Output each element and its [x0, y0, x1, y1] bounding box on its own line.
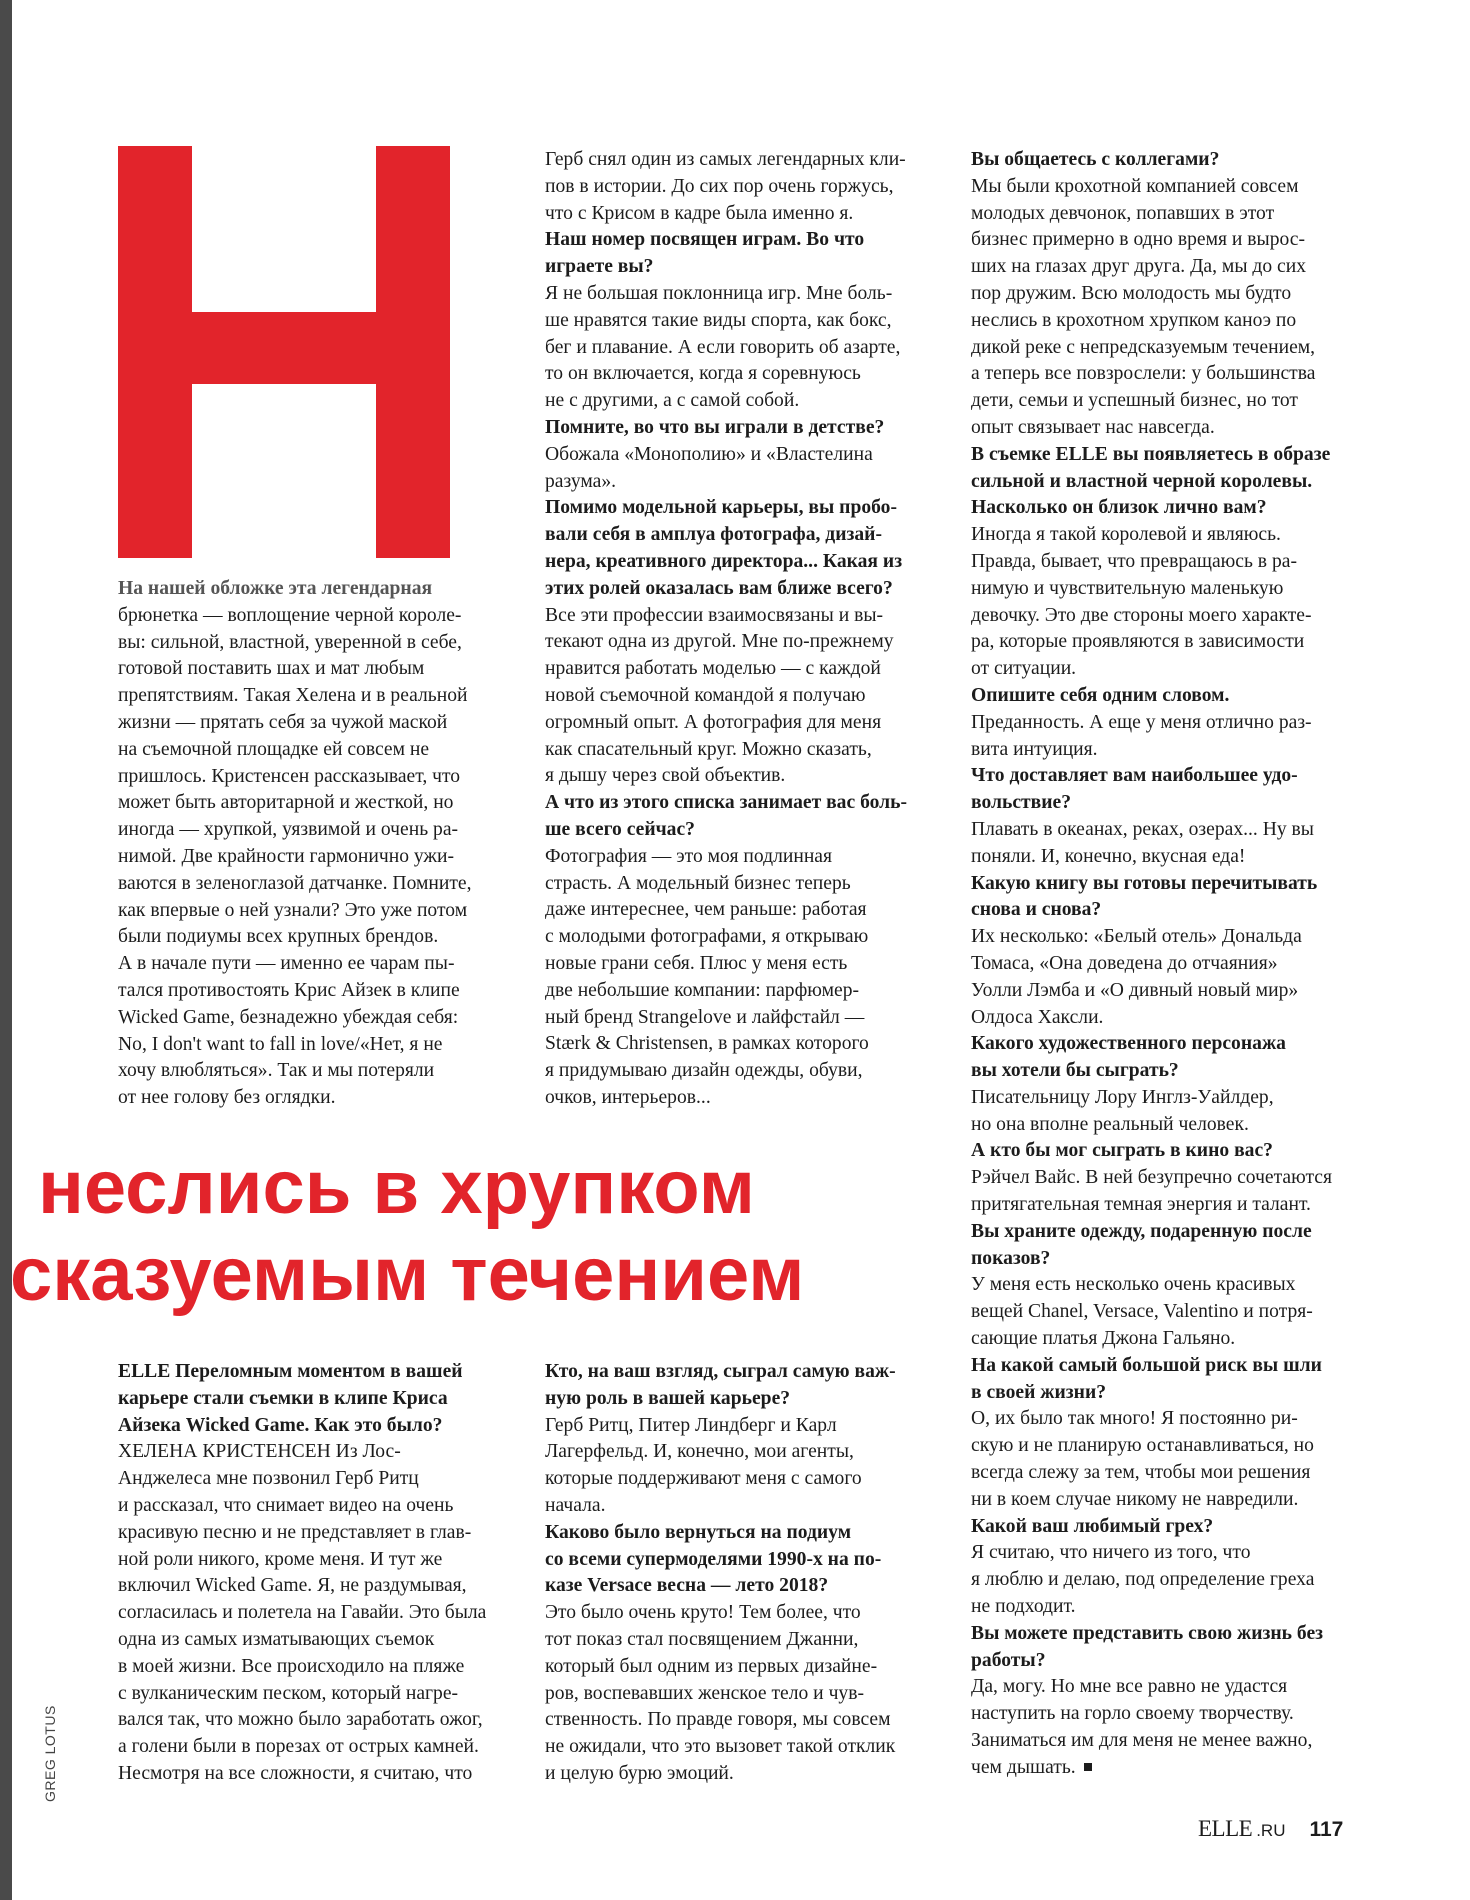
text-line: текают одна из другой. Мне по-прежнему [545, 631, 894, 653]
question-line: ше всего сейчас? [545, 818, 695, 840]
text-line: девочку. Это две стороны моего характе- [971, 604, 1312, 626]
question-line: Наш номер посвящен играм. Во что [545, 229, 865, 251]
question-line: Какую книгу вы готовы перечитывать [971, 872, 1318, 894]
text-line: неслись в крохотном хрупком каноэ по [971, 309, 1297, 331]
text-line: вита интуиция. [971, 738, 1098, 760]
text-line: бег и плавание. А если говорить об азарте, [545, 336, 901, 358]
question-line: Помните, во что вы играли в детстве? [545, 416, 885, 438]
question-line: Что доставляет вам наибольшее удо- [971, 765, 1298, 787]
question-line: ELLE Переломным моментом в вашей [118, 1361, 463, 1382]
question-line: работы? [971, 1649, 1046, 1671]
text-line: вался так, что можно было заработать ожог, [118, 1709, 483, 1731]
text-line: вещей Chanel, Versace, Valentino и потря- [971, 1301, 1313, 1323]
text-line: Да, могу. Но мне все равно не удастся [971, 1676, 1288, 1698]
elle-logo: ELLE [1198, 1816, 1253, 1841]
question-line: Какого художественного персонажа [971, 1033, 1286, 1055]
text-line: то он включается, когда я соревнуюсь [545, 363, 861, 385]
question-line: А что из этого списка занимает вас боль- [545, 792, 908, 814]
text-line: ХЕЛЕНА КРИСТЕНСЕН Из Лос- [118, 1441, 401, 1463]
text-line: Уолли Лэмба и «О дивный новый мир» [971, 979, 1299, 1001]
text-line: огромный опыт. А фотография для меня [545, 711, 882, 733]
text-line: разума». [545, 470, 617, 492]
question-line: Вы общаетесь с коллегами? [971, 149, 1220, 170]
text-line: которые поддерживают меня с самого [545, 1468, 862, 1490]
text-line: одна из самых изматывающих съемок [118, 1628, 435, 1650]
text-line: Мы были крохотной компанией совсем [971, 175, 1299, 197]
text-line: ра, которые проявляются в зависимости [971, 631, 1305, 653]
text-line: притягательная темная энергия и талант. [971, 1194, 1311, 1216]
text-line: Заниматься им для меня не менее важно, [971, 1730, 1313, 1752]
question-line: вали себя в амплуа фотографа, дизай- [545, 524, 882, 546]
text-line: опыт связывает нас навсегда. [971, 416, 1215, 438]
text-line: сающие платья Джона Гальяно. [971, 1328, 1236, 1350]
question-line: казе Versace весна — лето 2018? [545, 1575, 829, 1597]
text-line: красивую песню и не представляет в глав- [118, 1521, 472, 1543]
text-line: Несмотря на все сложности, я считаю, что [118, 1762, 473, 1784]
lead-line: На нашей обложке эта легендарная [118, 578, 433, 599]
text-line: от ситуации. [971, 658, 1077, 680]
text-line: а теперь все повзрослели: у большинства [971, 363, 1316, 385]
text-line: согласилась и полетела на Гавайи. Это была [118, 1602, 487, 1624]
text-line: не подходит. [971, 1596, 1076, 1618]
text-line: наступить на горло своему творчеству. [971, 1703, 1294, 1725]
question-line: Вы можете представить свою жизнь без [971, 1622, 1324, 1644]
text-line: Анджелеса мне позвонил Герб Ритц [118, 1468, 419, 1490]
text-line: скую и не планирую останавливаться, но [971, 1435, 1314, 1457]
text-line: готовой поставить шах и мат любым [118, 658, 425, 680]
text-line: жизни — прятать себя за чужой маской [118, 711, 448, 733]
question-line: Опишите себя одним словом. [971, 684, 1230, 706]
text-line: ни в коем случае никому не навредили. [971, 1488, 1299, 1510]
end-mark-icon [1084, 1763, 1092, 1771]
text-line: Герб Ритц, Питер Линдберг и Карл [545, 1414, 837, 1436]
text-line: новой съемочной командой я получаю [545, 684, 866, 706]
text-line: но она вполне реальный человек. [971, 1113, 1249, 1135]
question-line: Вы храните одежду, подаренную после [971, 1220, 1312, 1242]
text-line: пов в истории. До сих пор очень горжусь, [545, 175, 894, 197]
page-edge-shadow [0, 0, 12, 1900]
text-line: ров, воспевавших женское тело и чув- [545, 1682, 864, 1704]
text-line: Я считаю, что ничего из того, что [971, 1542, 1251, 1564]
text-line: ше нравятся такие виды спорта, как бокс, [545, 309, 892, 331]
question-line: Каково было вернуться на подиум [545, 1521, 852, 1543]
text-line: ственность. По правде говоря, мы совсем [545, 1709, 891, 1731]
question-line: играете вы? [545, 256, 654, 278]
text-line: поняли. И, конечно, вкусная еда! [971, 845, 1246, 867]
text-line: всегда слежу за тем, чтобы мои решения [971, 1462, 1311, 1484]
text-line: Это было очень круто! Тем более, что [545, 1602, 861, 1624]
text-line: на съемочной площадке ей совсем не [118, 738, 430, 760]
text-line: Томаса, «Она доведена до отчаяния» [971, 952, 1278, 974]
text-line: тался противостоять Крис Айзек в клипе [118, 979, 460, 1001]
text-line: препятствиям. Такая Хелена и в реальной [118, 685, 468, 707]
text-line: я люблю и делаю, под определение греха [971, 1569, 1315, 1591]
text-line: в моей жизни. Все происходило на пляже [118, 1655, 465, 1677]
pull-quote-line-2: сказуемым течением [10, 1232, 805, 1317]
text-line: от нее голову без оглядки. [118, 1087, 336, 1109]
pull-quote-line-1: неслись в хрупком [38, 1145, 755, 1230]
text-line: Преданность. А еще у меня отлично раз- [971, 711, 1312, 733]
question-line: нера, креативного директора... Какая из [545, 550, 903, 572]
text-line: чем дышать. [971, 1755, 1332, 1782]
article-column-1-top [118, 576, 472, 1112]
text-line: Обожала «Монополию» и «Властелина [545, 443, 873, 465]
question-line: Помимо модельной карьеры, вы пробо- [545, 497, 897, 519]
text-line: Иногда я такой королевой и являюсь. [971, 524, 1281, 546]
text-line: Олдоса Хаксли. [971, 1006, 1104, 1028]
text-line: тот показ стал посвящением Джанни, [545, 1628, 859, 1650]
text-line: Wicked Game, безнадежно убеждая себя: [118, 1006, 459, 1028]
question-line: вольствие? [971, 792, 1072, 814]
question-line: со всеми супермоделями 1990-х на по- [545, 1548, 882, 1570]
page-folio [1198, 1816, 1343, 1846]
text-line: Лагерфельд. И, конечно, мои агенты, [545, 1441, 854, 1463]
text-line: нимую и чувствительную маленькую [971, 577, 1284, 599]
text-line: бизнес примерно в одно время и вырос- [971, 229, 1305, 251]
question-line: сильной и властной черной королевы. [971, 470, 1313, 492]
text-line: который был одним из первых дизайне- [545, 1655, 878, 1677]
text-line: даже интереснее, чем раньше: работая [545, 899, 867, 921]
text-line: ших на глазах друг друга. Да, мы до сих [971, 256, 1307, 278]
question-line: В съемке ELLE вы появляетесь в образе [971, 443, 1331, 465]
question-line: этих ролей оказалась вам ближе всего? [545, 577, 893, 599]
text-line: новые грани себя. Плюс у меня есть [545, 952, 848, 974]
question-line: ную роль в вашей карьере? [545, 1387, 791, 1409]
text-line: У меня есть несколько очень красивых [971, 1274, 1296, 1296]
text-line: Правда, бывает, что превращаюсь в ра- [971, 550, 1297, 572]
article-column-2-top [545, 147, 907, 1112]
question-line: снова и снова? [971, 899, 1102, 921]
text-line: что с Крисом в кадре была именно я. [545, 202, 854, 224]
text-line: я дышу через свой объектив. [545, 765, 786, 787]
text-line: Их несколько: «Белый отель» Дональда [971, 926, 1302, 948]
text-line: две небольшие компании: парфюмер- [545, 979, 860, 1001]
text-line: я придумываю дизайн одежды, обуви, [545, 1060, 863, 1082]
question-line: карьере стали съемки в клипе Криса [118, 1387, 448, 1409]
text-line: и рассказал, что снимает видео на очень [118, 1494, 454, 1516]
question-line: Какой ваш любимый грех? [971, 1515, 1214, 1537]
text-line: страсть. А модельный бизнес теперь [545, 872, 851, 894]
question-line: вы хотели бы сыграть? [971, 1060, 1179, 1082]
text-line: дети, семьи и успешный бизнес, но тот [971, 390, 1298, 412]
text-line: дикой реке с непредсказуемым течением, [971, 336, 1316, 358]
text-line: ной роли никого, кроме меня. И тут же [118, 1548, 443, 1570]
text-line: Рэйчел Вайс. В ней безупречно сочетаются [971, 1167, 1333, 1189]
text-line: очков, интерьеров... [545, 1086, 711, 1108]
question-line: в своей жизни? [971, 1381, 1107, 1403]
text-line: брюнетка — воплощение черной короле- [118, 604, 462, 626]
text-line: включил Wicked Game. Я, не раздумывая, [118, 1575, 467, 1597]
text-line: Писательницу Лору Инглз-Уайлдер, [971, 1086, 1274, 1108]
site-tld: .RU [1256, 1821, 1286, 1840]
text-line: как впервые о ней узнали? Это уже потом [118, 899, 468, 921]
text-line: нравится работать моделью — с каждой [545, 658, 881, 680]
photo-credit: GREG LOTUS [42, 1705, 58, 1802]
text-line: нимой. Две крайности гармонично ужи- [118, 845, 454, 867]
text-line: О, их было так много! Я постоянно ри- [971, 1408, 1298, 1430]
question-line: Айзека Wicked Game. Как это было? [118, 1414, 443, 1436]
text-line: иногда — хрупкой, уязвимой и очень ра- [118, 819, 459, 841]
text-line: молодых девчонок, попавших в этот [971, 202, 1275, 224]
article-column-2-bottom [545, 1359, 896, 1788]
text-line: как спасательный круг. Можно сказать, [545, 738, 872, 760]
text-line: пришлось. Кристенсен рассказывает, что [118, 765, 461, 787]
text-line: ваются в зеленоглазой датчанке. Помните, [118, 872, 472, 894]
text-line: не ожидали, что это вызовет такой отклик [545, 1736, 896, 1758]
text-line: Плавать в океанах, реках, озерах... Ну вы [971, 818, 1314, 840]
question-line: Кто, на ваш взгляд, сыграл самую важ- [545, 1361, 896, 1382]
text-line: с вулканическим песком, который нагре- [118, 1682, 459, 1704]
page-number: 117 [1309, 1818, 1344, 1841]
question-line: На какой самый большой риск вы шли [971, 1354, 1322, 1376]
text-line: Я не большая поклонница игр. Мне боль- [545, 282, 893, 304]
text-line: А в начале пути — именно ее чарам пы- [118, 953, 455, 975]
text-line: и целую бурю эмоций. [545, 1762, 734, 1784]
question-line: А кто бы мог сыграть в кино вас? [971, 1140, 1273, 1162]
text-line: начала. [545, 1494, 606, 1516]
text-line: хочу влюбляться». Так и мы потеряли [118, 1060, 435, 1082]
dropcap-letter [118, 146, 450, 558]
text-line: может быть авторитарной и жесткой, но [118, 792, 454, 814]
text-line: были подиумы всех крупных брендов. [118, 926, 439, 948]
text-line: а голени были в порезах от острых камней. [118, 1736, 479, 1758]
question-line: показов? [971, 1247, 1051, 1269]
text-line: не с другими, а с самой собой. [545, 390, 800, 412]
article-column-3 [971, 147, 1332, 1782]
text-line: ный бренд Strangelove и лайфстайл — [545, 1006, 865, 1028]
article-column-1-bottom [118, 1359, 486, 1788]
text-line: Герб снял один из самых легендарных кли- [545, 149, 906, 170]
text-line: No, I don't want to fall in love/«Нет, я не [118, 1033, 443, 1055]
text-line: Все эти профессии взаимосвязаны и вы- [545, 604, 884, 626]
text-line: Stærk & Christensen, в рамках которого [545, 1033, 869, 1055]
text-line: Фотография — это моя подлинная [545, 845, 833, 867]
text-line: с молодыми фотографами, я открываю [545, 926, 869, 948]
text-line: вы: сильной, властной, уверенной в себе, [118, 631, 462, 653]
question-line: Насколько он близок лично вам? [971, 497, 1267, 519]
text-line: пор дружим. Всю молодость мы будто [971, 282, 1292, 304]
